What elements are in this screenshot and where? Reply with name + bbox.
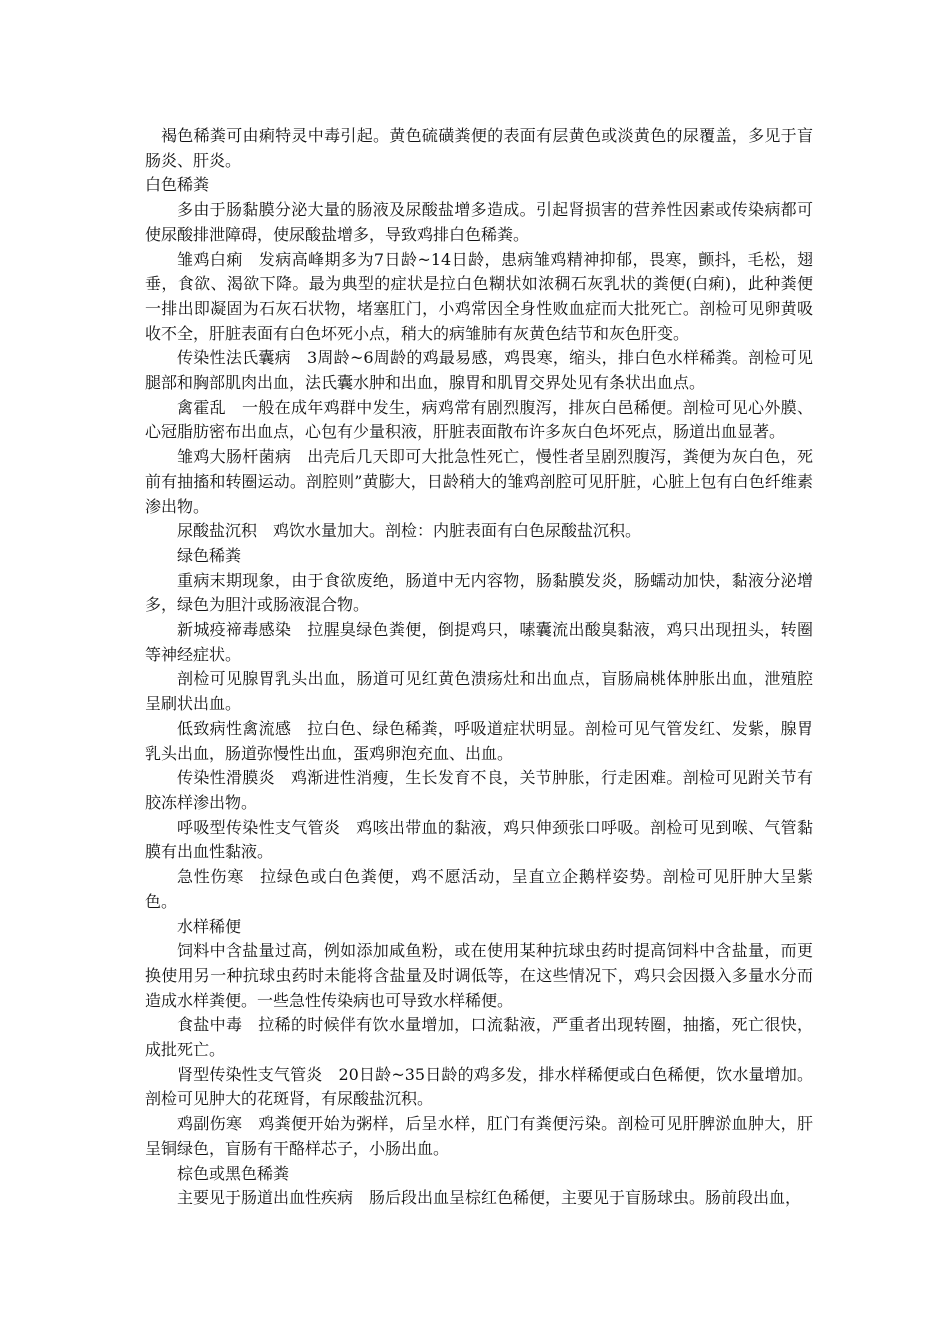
- paragraph-text: 鸡饮水量加大。剖检：内脏表面有白色尿酸盐沉积。: [273, 521, 642, 541]
- paragraph-heading: 急性伤寒: [177, 867, 245, 887]
- paragraph: [145, 1063, 813, 1112]
- paragraph-text: 拉腥臭绿色粪便，倒提鸡只，嗉囊流出酸臭黏液，鸡只出现扭头，转圈等神经症状。: [145, 620, 813, 664]
- paragraph: [145, 1186, 813, 1211]
- paragraph-heading: 禽霍乱: [177, 397, 226, 417]
- paragraph: [145, 519, 813, 544]
- paragraph: [145, 766, 813, 815]
- paragraph-text: 肠后段出血呈棕红色稀便，主要见于盲肠球虫。肠前段出血，: [369, 1188, 802, 1208]
- paragraph-heading: 尿酸盐沉积: [177, 521, 258, 541]
- paragraph-text: 鸡粪便开始为粥样，后呈水样，肛门有粪便污染。剖检可见肝脾淤血肿大，肝呈铜绿色，盲肠有干酪样芯子，小肠出血。: [145, 1114, 813, 1158]
- paragraph-text: 拉稀的时候伴有饮水量增加，口流黏液，严重者出现转圈，抽搐，死亡很快，成批死亡。: [145, 1015, 813, 1060]
- document-page: [145, 124, 813, 1211]
- paragraph-text: 棕色或黑色稀粪: [177, 1163, 290, 1183]
- section-heading-brown-black: [145, 1162, 813, 1187]
- paragraph-text: 发病高峰期多为7日龄~14日龄，患病雏鸡精神抑郁，畏寒，颤抖，毛松，翅垂，食欲、渴欲下降。最为典型的症状是拉白色糊状如浓稠石灰乳状的粪便(白痢)，此种粪便一排出即凝固为石灰石状物，堵塞肛门，小鸡常因全身性败血症而大批死亡。剖检可见卵黄吸收不全，肝脏表面有白色坏死小点，稍大的病雏肺有灰黄色结节和灰色肝变。: [145, 249, 813, 343]
- paragraph: [145, 396, 813, 445]
- paragraph-text: 褐色稀粪可由痢特灵中毒引起。黄色硫磺粪便的表面有层黄色或淡黄色的尿覆盖，多见于盲肠炎、肝炎。: [145, 126, 813, 170]
- paragraph: [145, 569, 813, 618]
- paragraph-text: 剖检可见腺胃乳头出血，肠道可见红黄色溃疡灶和出血点，盲肠扁桃体肿胀出血，泄殖腔呈刷状出血。: [145, 669, 813, 714]
- section-heading-green: [145, 544, 813, 569]
- paragraph: [145, 717, 813, 766]
- paragraph-text: 3周龄~6周龄的鸡最易感，鸡畏寒，缩头，排白色水样稀粪。剖检可见腿部和胸部肌肉出血，法氏囊水肿和出血，腺胃和肌胃交界处见有条状出血点。: [145, 348, 813, 393]
- section-heading-watery: [145, 915, 813, 940]
- paragraph-heading: 食盐中毒: [177, 1015, 243, 1035]
- paragraph-text: 重病末期现象，由于食欲废绝，肠道中无内容物，肠黏膜发炎，肠蠕动加快，黏液分泌增多，绿色为胆汁或肠液混合物。: [145, 570, 813, 615]
- section-heading-white: [145, 173, 813, 198]
- paragraph-text: 拉白色、绿色稀粪，呼吸道症状明显。剖检可见气管发红、发紫，腺胃乳头出血，肠道弥慢性出血，蛋鸡卵泡充血、出血。: [145, 718, 813, 763]
- paragraph-text: 鸡渐进性消瘦，生长发育不良，关节肿胀，行走困难。剖检可见跗关节有胶冻样渗出物。: [145, 768, 813, 812]
- paragraph-heading: 鸡副伤寒: [177, 1114, 243, 1134]
- paragraph-heading: 主要见于肠道出血性疾病: [177, 1188, 354, 1208]
- paragraph-text: 鸡咳出带血的黏液，鸡只伸颈张口呼吸。剖检可见到喉、气管黏膜有出血性黏液。: [145, 817, 813, 862]
- paragraph: [145, 939, 813, 1013]
- paragraph-text: 饲料中含盐量过高，例如添加咸鱼粉，或在使用某种抗球虫药时提高饲料中含盐量，而更换使用另一种抗球虫药时未能将含盐量及时调低等，在这些情况下，鸡只会因摄入多量水分而造成水样粪便。一些急性传染病也可导致水样稀便。: [145, 941, 813, 1010]
- paragraph: [145, 667, 813, 716]
- paragraph-text: 拉绿色或白色粪便，鸡不愿活动，呈直立企鹅样姿势。剖检可见肝肿大呈紫色。: [145, 867, 813, 911]
- paragraph: [145, 618, 813, 667]
- paragraph-text: 水样稀便: [177, 916, 242, 936]
- paragraph-heading: 传染性滑膜炎: [177, 768, 275, 788]
- paragraph-text: 一般在成年鸡群中发生，病鸡常有剧烈腹泻，排灰白邑稀便。剖检可见心外膜、心冠脂肪密布出血点，心包有少量积液，肝脏表面散布许多灰白色坏死点，肠道出血显著。: [145, 397, 813, 442]
- paragraph-heading: 雏鸡大肠杆菌病: [177, 447, 292, 467]
- paragraph-text: 多由于肠黏膜分泌大量的肠液及尿酸盐增多造成。引起肾损害的营养性因素或传染病都可使尿酸排泄障碍，使尿酸盐增多，导致鸡排白色稀粪。: [145, 200, 813, 244]
- paragraph: [145, 445, 813, 519]
- paragraph-text: 绿色稀粪: [177, 545, 242, 565]
- paragraph-heading: 新城疫禘毒感染: [177, 620, 292, 640]
- paragraph-heading: 低致病性禽流感: [177, 718, 292, 738]
- paragraph: [145, 1112, 813, 1161]
- paragraph: [145, 124, 813, 173]
- paragraph: [145, 248, 813, 347]
- paragraph-heading: 雏鸡白痢: [177, 249, 243, 269]
- paragraph-heading: 传染性法氏囊病: [177, 348, 291, 368]
- paragraph-heading: 呼吸型传染性支气管炎: [177, 817, 341, 837]
- paragraph-text: 出壳后几天即可大批急性死亡，慢性者呈剧烈腹泻，粪便为灰白色，死前有抽搐和转圈运动。剖腔则”黄膨大，日龄稍大的雏鸡剖腔可见肝脏，心脏上包有白色纤维素渗出物。: [145, 447, 813, 516]
- paragraph: [145, 816, 813, 865]
- paragraph-text: 20日龄~35日龄的鸡多发，排水样稀便或白色稀便，饮水量增加。剖检可见肿大的花斑肾，有尿酸盐沉积。: [145, 1064, 813, 1109]
- paragraph: [145, 1013, 813, 1062]
- paragraph: [145, 198, 813, 247]
- paragraph: [145, 346, 813, 395]
- paragraph-text: 白色稀粪: [145, 175, 210, 195]
- paragraph: [145, 865, 813, 914]
- paragraph-heading: 肾型传染性支气管炎: [177, 1064, 323, 1084]
